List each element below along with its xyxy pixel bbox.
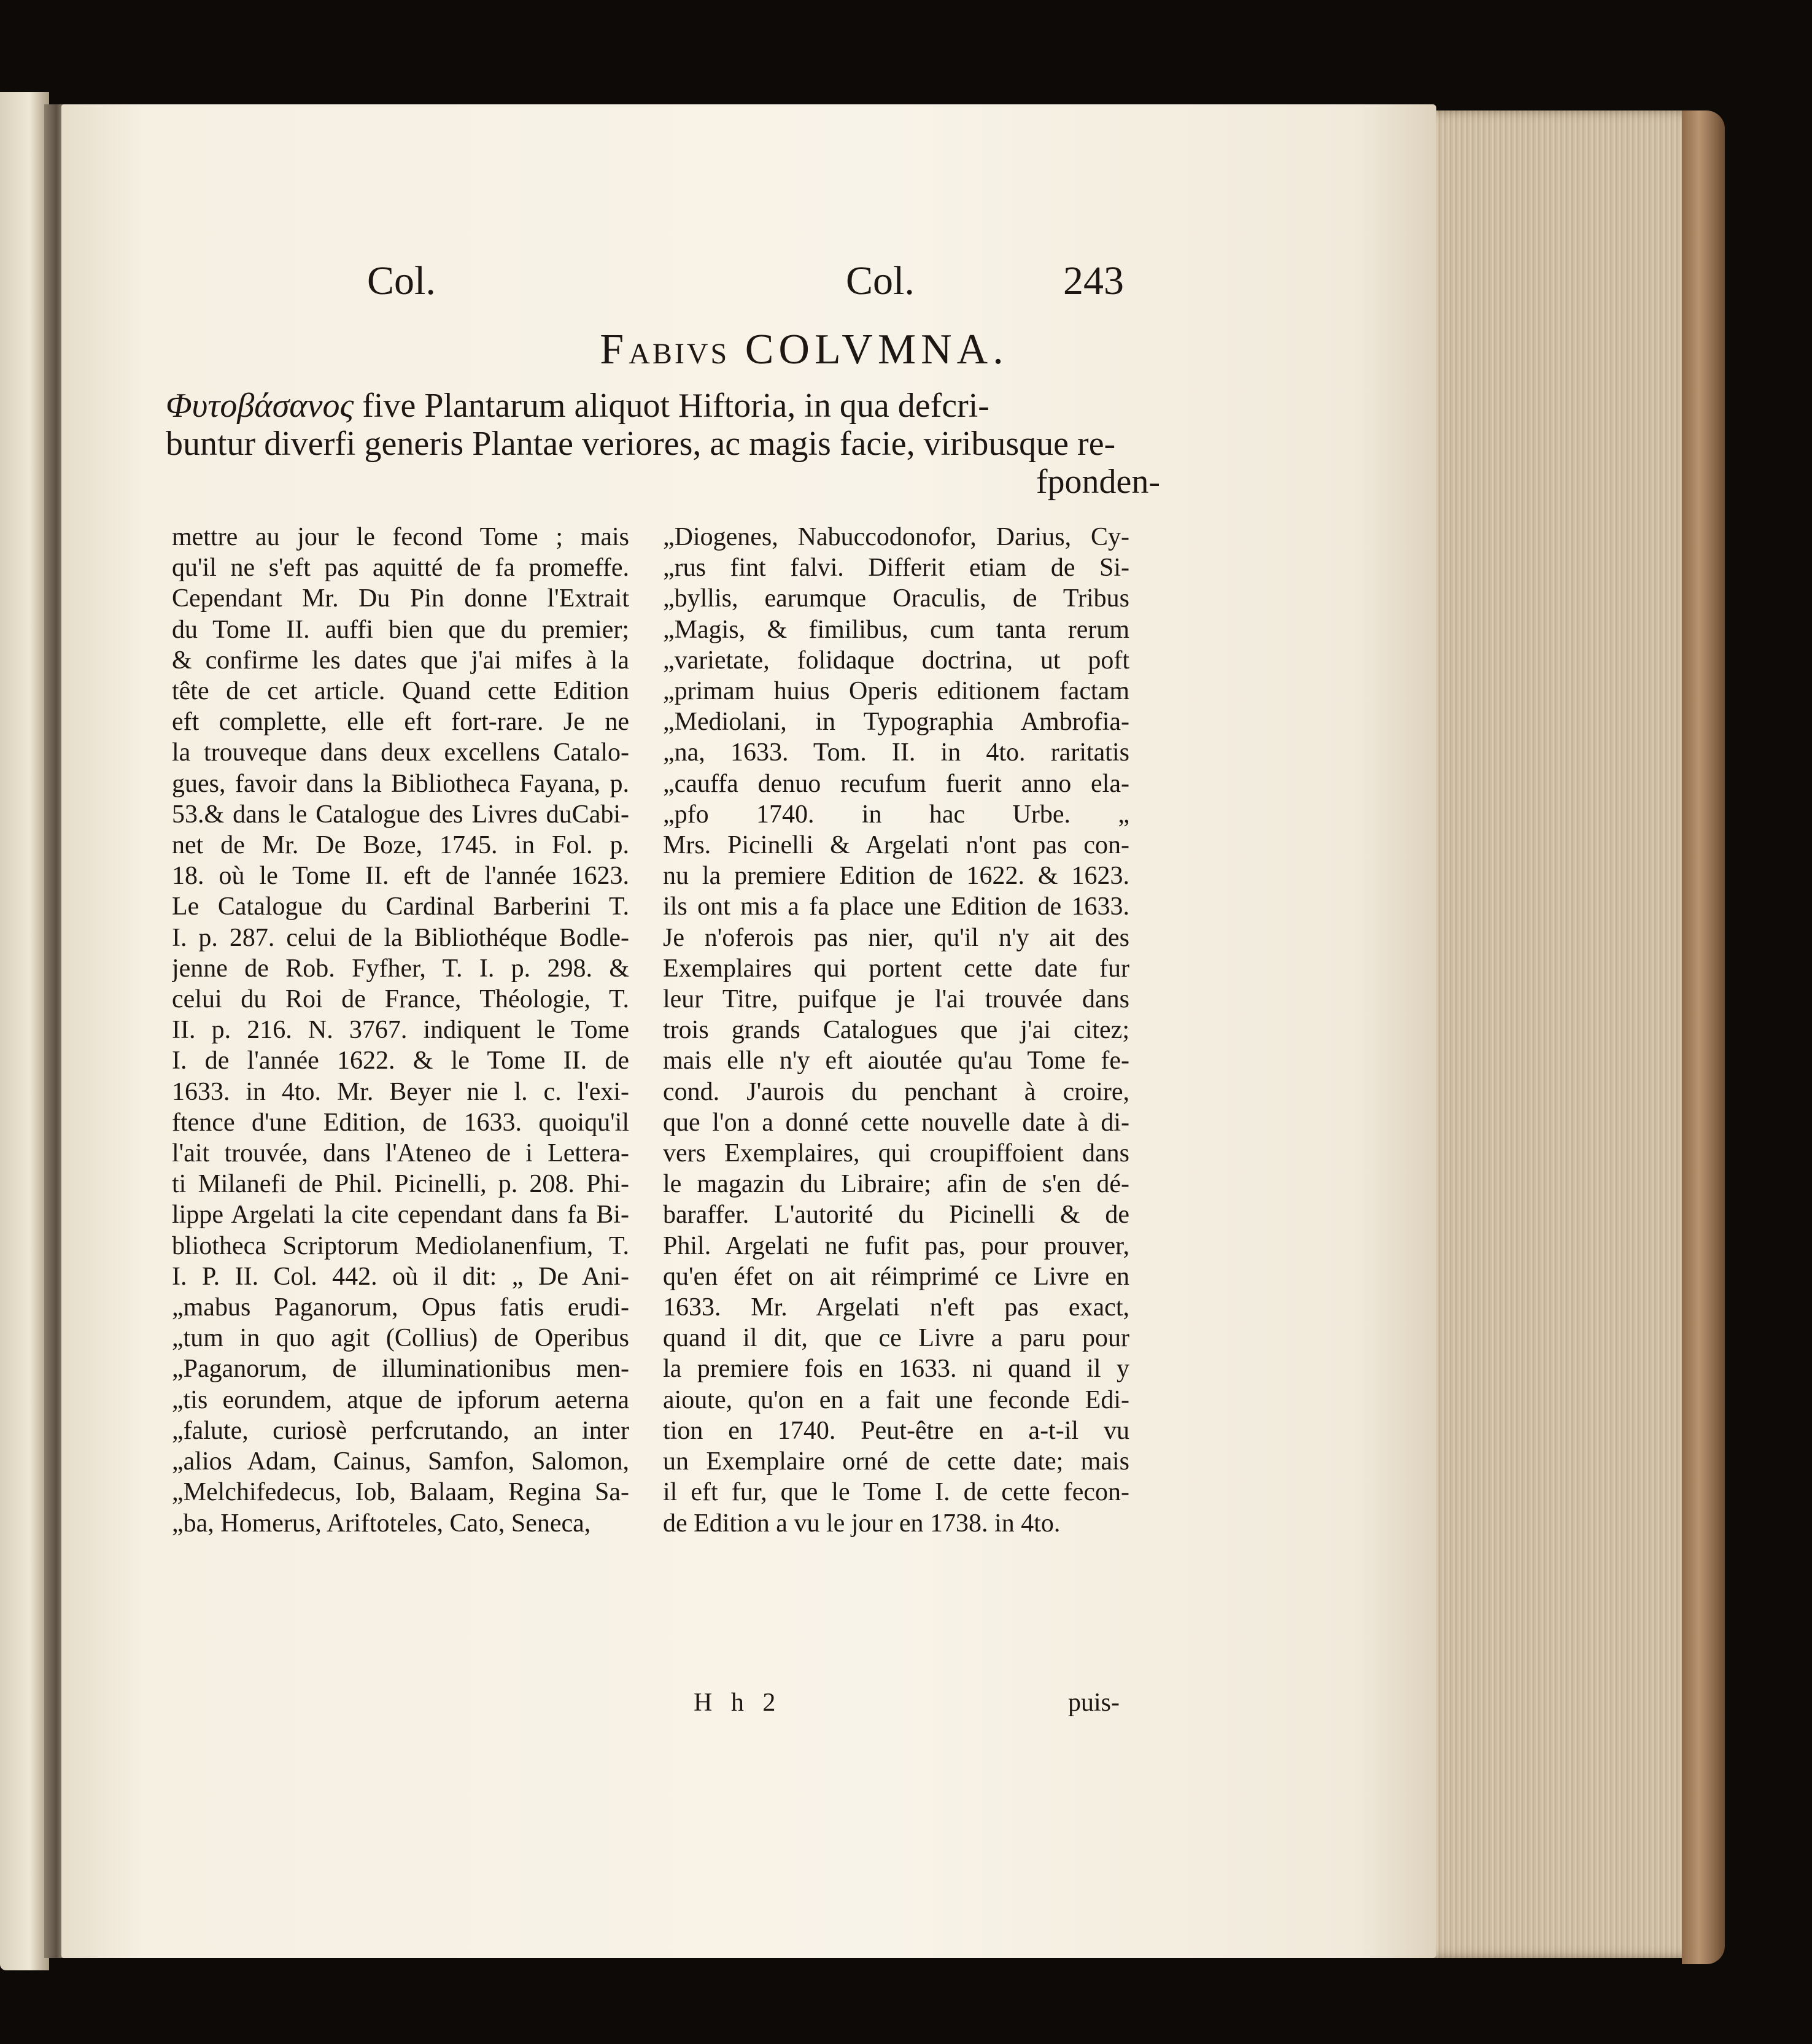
text-line: celui du Roi de France, Théologie, T.: [172, 985, 629, 1014]
text-block: [61, 104, 1436, 1958]
signature-mark: H h 2: [694, 1689, 782, 1717]
text-line: Exemplaires qui portent cette date fur: [663, 954, 1129, 983]
text-line: eft complette, elle eft fort-rare. Je ne: [172, 708, 629, 737]
left-column: [172, 522, 629, 1539]
running-head-center: Col.: [846, 258, 915, 303]
text-line: 18. où le Tome II. eft de l'année 1623.: [172, 862, 629, 891]
text-line: I. P. II. Col. 442. où il dit: „ De Ani-: [172, 1262, 629, 1291]
text-line: „ba, Homerus, Ariftoteles, Cato, Seneca,: [172, 1509, 591, 1538]
text-line: nu la premiere Edition de 1622. & 1623.: [663, 862, 1129, 891]
title-line-1: five Plantarum aliquot Hiftoria, in qua defcri-: [362, 387, 989, 425]
greek-title: Φυτοβάσανος: [166, 387, 354, 425]
text-line: I. de l'année 1622. & le Tome II. de: [172, 1047, 629, 1075]
text-line: baraffer. L'autorité du Picinelli & de: [663, 1201, 1129, 1229]
entry-title: [166, 387, 1160, 501]
text-line: I. p. 287. celui de la Bibliothéque Bodle-: [172, 923, 629, 952]
catchword: puis-: [1068, 1689, 1120, 1717]
text-line: „tum in quo agit (Collius) de Operibus: [172, 1324, 629, 1353]
entry-heading: [61, 325, 1436, 374]
text-line: tion en 1740. Peut-être en a-t-il vu: [663, 1416, 1129, 1445]
text-line: „cauffa denuo recufum fuerit anno ela-: [663, 769, 1129, 798]
text-line: leur Titre, puifque je l'ai trouvée dans: [663, 985, 1129, 1014]
text-line: la trouveque dans deux excellens Catalo-: [172, 738, 629, 767]
text-line: ils ont mis a fa place une Edition de 1633.: [663, 892, 1129, 921]
text-line: lippe Argelati la cite cependant dans fa Bi-: [172, 1201, 629, 1229]
text-line: „rus fint falvi. Differit etiam de Si-: [663, 554, 1129, 583]
text-line: gues, favoir dans la Bibliotheca Fayana, p.: [172, 769, 629, 798]
text-line: „falute, curiosè perfcrutando, an inter: [172, 1416, 629, 1445]
text-line: Mrs. Picinelli & Argelati n'ont pas con-: [663, 831, 1129, 860]
text-line: II. p. 216. N. 3767. indiquent le Tome: [172, 1016, 629, 1045]
text-line: que l'on a donné cette nouvelle date à di-: [663, 1108, 1129, 1137]
text-line: 53.& dans le Catalogue des Livres duCabi-: [172, 800, 629, 829]
text-line: l'ait trouvée, dans l'Ateneo de i Letterа-: [172, 1139, 629, 1168]
text-line: le magazin du Libraire; afin de s'en dé-: [663, 1170, 1129, 1199]
text-line: ftence d'une Edition, de 1633. quoiqu'il: [172, 1108, 629, 1137]
text-line: trois grands Catalogues que j'ai citez;: [663, 1016, 1129, 1045]
text-line: „Mediolani, in Typographia Ambrofia-: [663, 708, 1129, 737]
text-line: „Magis, & fimilibus, cum tanta rerum: [663, 615, 1129, 644]
text-line: „Diogenes, Nabuccodonofor, Darius, Cy-: [663, 523, 1129, 551]
text-line: Phil. Argelati ne fufit pas, pour prouver,: [663, 1231, 1129, 1260]
title-line-3: fponden-: [1036, 463, 1160, 501]
text-line: & confirme les dates que j'ai mifes à la: [172, 646, 629, 675]
text-line: Je n'oferois pas nier, qu'il n'y ait des: [663, 923, 1129, 952]
text-line: de Edition a vu le jour en 1738. in 4to.: [663, 1509, 1061, 1538]
text-line: un Exemplaire orné de cette date; mais: [663, 1447, 1129, 1476]
text-line: la premiere fois en 1633. ni quand il y: [663, 1355, 1129, 1384]
heading-forename: ABIVS: [629, 338, 730, 370]
text-line: quand il dit, que ce Livre a paru pour: [663, 1324, 1129, 1353]
text-line: Cependant Mr. Du Pin donne l'Extrait: [172, 584, 629, 613]
text-line: aioute, qu'on en a fait une feconde Edi-: [663, 1385, 1129, 1414]
text-line: „pfo 1740. in hac Urbe. „: [663, 800, 1129, 829]
text-line: du Tome II. auffi bien que du premier;: [172, 615, 629, 644]
text-line: „alios Adam, Cainus, Samfon, Salomon,: [172, 1447, 629, 1476]
text-line: vers Exemplaires, qui croupiffoient dans: [663, 1139, 1129, 1168]
running-head-left: Col.: [367, 258, 436, 303]
text-line: net de Mr. De Boze, 1745. in Fol. p.: [172, 831, 629, 860]
heading-initial: F: [600, 326, 629, 373]
text-line: cond. J'aurois du penchant à croire,: [663, 1077, 1129, 1106]
text-line: qu'il ne s'eft pas aquitté de fa promeffe.: [172, 554, 629, 583]
text-line: il eft fur, que le Tome I. de cette fecon-: [663, 1478, 1129, 1507]
text-line: „mabus Paganorum, Opus fatis erudi-: [172, 1293, 629, 1322]
text-line: qu'en éfet on ait réimprimé ce Livre en: [663, 1262, 1129, 1291]
page-edges: [1430, 110, 1700, 1958]
text-line: mettre au jour le fecond Tome ; mais: [172, 523, 629, 551]
text-line: jenne de Rob. Fyfher, T. I. p. 298. &: [172, 954, 629, 983]
text-line: bliotheca Scriptorum Mediolanenfium, T.: [172, 1231, 629, 1260]
text-line: „na, 1633. Tom. II. in 4to. raritatis: [663, 738, 1129, 767]
page-number: 243: [1063, 258, 1124, 303]
text-line: „varietate, folidaque doctrina, ut poft: [663, 646, 1129, 675]
text-line: 1633. in 4to. Mr. Beyer nie l. c. l'exi-: [172, 1077, 629, 1106]
text-line: „byllis, earumque Oraculis, de Tribus: [663, 584, 1129, 613]
book-cover: [1682, 110, 1725, 1964]
text-line: mais elle n'y eft aioutée qu'au Tome fe-: [663, 1047, 1129, 1075]
left-page-edge: [0, 92, 49, 1970]
text-line: 1633. Mr. Argelati n'eft pas exact,: [663, 1293, 1129, 1322]
text-line: „tis eorundem, atque de ipforum aeterna: [172, 1385, 629, 1414]
text-line: „Paganorum, de illuminationibus men-: [172, 1355, 629, 1384]
heading-surname: COLVMNA.: [745, 326, 1009, 373]
text-line: Le Catalogue du Cardinal Barberini T.: [172, 892, 629, 921]
text-line: ti Milanefi de Phil. Picinelli, p. 208. Phi-: [172, 1170, 629, 1199]
text-line: „Melchifedecus, Iob, Balaam, Regina Sa-: [172, 1478, 629, 1507]
text-line: tête de cet article. Quand cette Edition: [172, 677, 629, 706]
right-column: [663, 522, 1129, 1539]
text-line: „primam huius Operis editionem factam: [663, 677, 1129, 706]
title-line-2: buntur diverfi generis Plantae veriores, ac magis facie, viribusque re-: [166, 425, 1116, 463]
